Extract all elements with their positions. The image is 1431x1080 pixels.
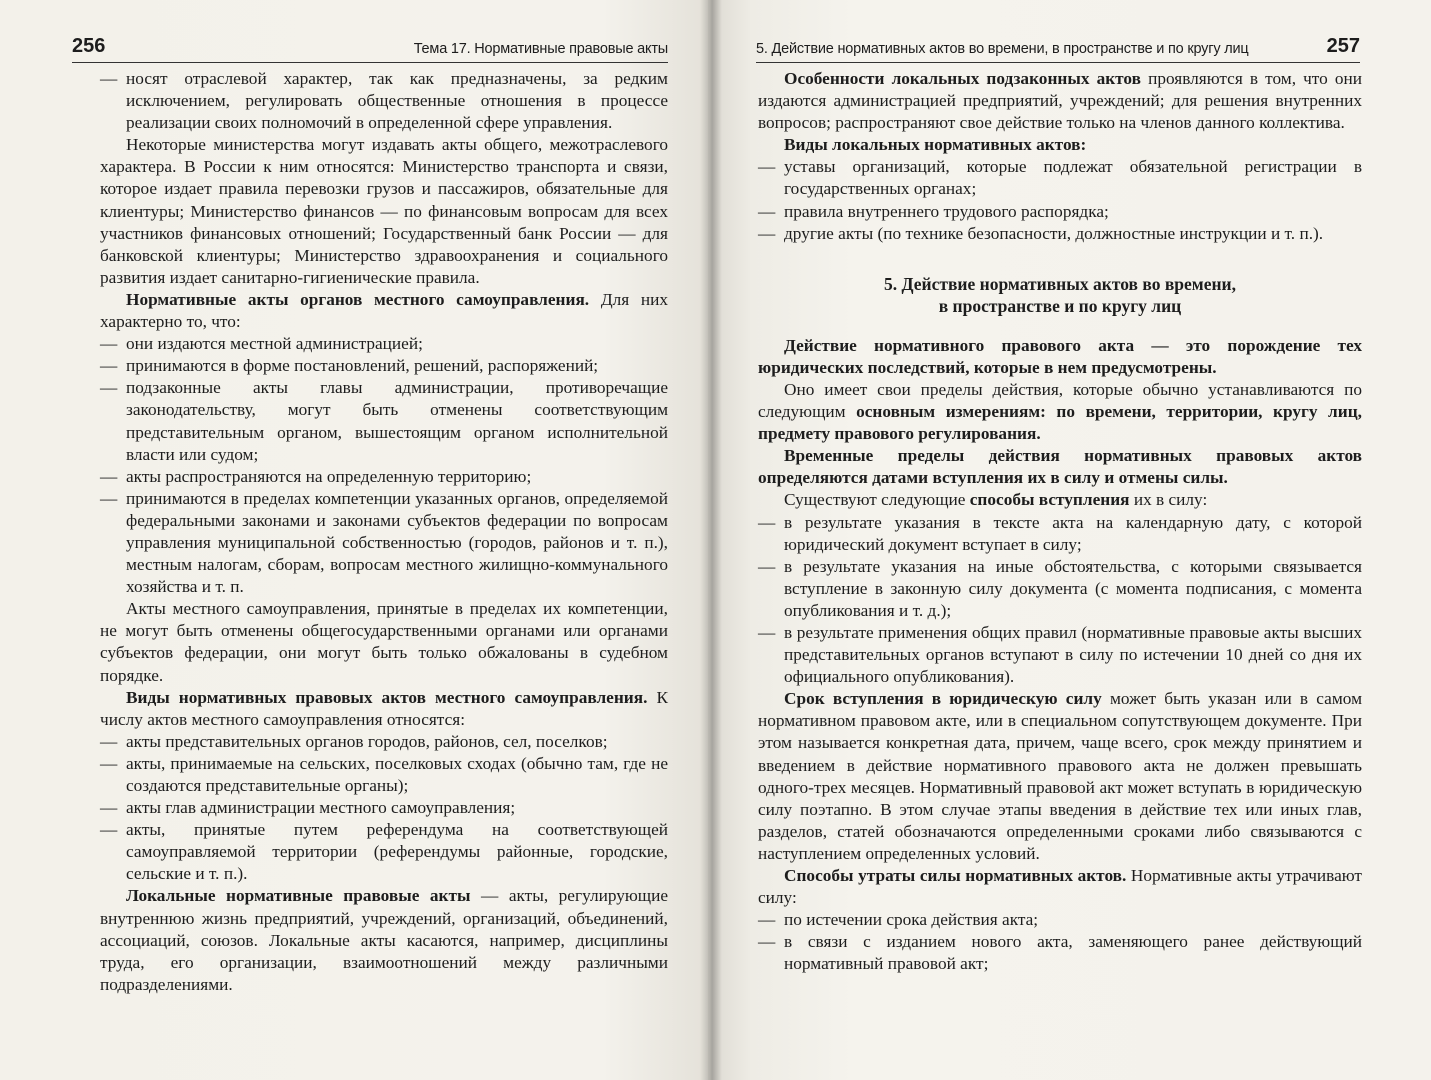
- list-item: — принимаются в пределах компетенции указанных органов, определяемой федеральными законами и законами субъектов федерации по вопросам управления муниципальной собственностью (городов, районов и т. п.), местным налогам, сборам, вопросам местного жилищно-коммунального хозяйства и т. п.: [100, 488, 668, 597]
- page-number: 256: [72, 35, 106, 57]
- list-item: — они издаются местной администрацией;: [100, 334, 423, 354]
- paragraph: Существуют следующие способы вступления их в силу:: [784, 490, 1208, 510]
- list-item: — по истечении срока действия акта;: [758, 910, 1039, 930]
- list-item: — носят отраслевой характер, так как предназначены, за редким исключением, регулировать общественные отношения в процессе реализации своих полномочий в определенной сфере управления.: [100, 69, 668, 133]
- running-head: Тема 17. Нормативные правовые акты: [413, 41, 668, 57]
- paragraph: Временные пределы действия нормативных правовых актов определяются датами вступления их в силу и отмены силы.: [758, 446, 1362, 488]
- left-page-header: [72, 28, 668, 63]
- page-number: 257: [1326, 35, 1360, 57]
- section-title: 5. Действие нормативных актов во времени, в пространстве и по кругу лиц: [883, 273, 1237, 316]
- paragraph: Особенности локальных подзаконных актов проявляются в том, что они издаются администрацией предприятий, учреждений; для решения внутренних вопросов; распространяют свое действие только на членов данного коллектива.: [758, 69, 1362, 133]
- list-item: — акты распространяются на определенную территорию;: [100, 466, 532, 486]
- list-item: — уставы организаций, которые подлежат обязательной регистрации в государственных органах;: [758, 157, 1362, 199]
- paragraph: Виды нормативных правовых актов местного самоуправления. К числу актов местного самоуправления относятся:: [100, 687, 668, 729]
- list-item: — в результате указания на иные обстоятельства, с которыми связывается вступление в законную силу документа (с момента подписания, с момента опубликования и т. д.);: [758, 556, 1362, 620]
- list-item: — акты глав администрации местного самоуправления;: [100, 798, 516, 818]
- list-item: — другие акты (по технике безопасности, должностные инструкции и т. п.).: [758, 223, 1324, 243]
- right-page-body: [758, 68, 1362, 975]
- left-page: [0, 0, 708, 1080]
- paragraph: Способы утраты силы нормативных актов. Нормативные акты утрачивают силу:: [758, 866, 1362, 908]
- list-item: — акты, принятые путем референдума на соответствующей самоуправляемой территории (референдумы районные, городские, сельские и т. п.).: [100, 820, 668, 884]
- paragraph: Оно имеет свои пределы действия, которые обычно устанавливаются по следующим основным измерениям: по времени, территории, кругу лиц, предмету правового регулирования.: [758, 379, 1362, 444]
- right-page: [708, 0, 1431, 1080]
- paragraph: Виды локальных нормативных актов:: [784, 135, 1087, 155]
- paragraph: Акты местного самоуправления, принятые в пределах их компетенции, не могут быть отменены общегосударственными органами или органами субъектов федерации, они могут быть только обжалованы в судебном порядке.: [100, 599, 668, 685]
- list-item: — правила внутреннего трудового распорядка;: [758, 201, 1109, 221]
- book-gutter-shadow: [700, 0, 722, 1080]
- list-item: — акты, принимаемые на сельских, поселковых сходах (обычно там, где не создаются представительные органы);: [100, 753, 668, 795]
- list-item: — в результате указания в тексте акта на календарную дату, с которой юридический документ вступает в силу;: [758, 512, 1362, 554]
- list-item: — подзаконные акты главы администрации, противоречащие законодательству, могут быть отменены соответствующим представительным органом, вышестоящим органом исполнительной власти или судом;: [100, 378, 668, 464]
- list-item: — в результате применения общих правил (нормативные правовые акты высших представительных органов вступают в силу по истечении 10 дней со дня их официального опубликования).: [758, 622, 1362, 687]
- paragraph: Локальные нормативные правовые акты — акты, регулирующие внутреннюю жизнь предприятий, учреждений, организаций, объединений, ассоциаций, союзов. Локальные акты касаются, например, дисциплины труда, его организации, взаимоотношений между различными подразделениями.: [100, 886, 669, 994]
- list-item: — принимаются в форме постановлений, решений, распоряжений;: [100, 356, 599, 376]
- paragraph: Нормативные акты органов местного самоуправления. Для них характерно то, что:: [100, 289, 668, 332]
- left-page-body: [100, 68, 668, 996]
- list-item: — в связи с изданием нового акта, заменяющего ранее действующий нормативный правовой акт;: [758, 932, 1362, 974]
- list-item: — акты представительных органов городов, районов, сел, поселков;: [100, 731, 608, 751]
- running-head: 5. Действие нормативных актов во времени, в пространстве и по кругу лиц: [756, 41, 1249, 57]
- paragraph: Срок вступления в юридическую силу может быть указан или в самом нормативном правовом акте, или в специальном сопутствующем документе. При этом называется конкретная дата, причем, чаще всего, срок между принятием и введением в действие нормативного правового акта не должен превышать одного-трех месяцев. Нормативный правовой акт может вступать в юридическую силу поэтапно. В этом случае этапы введения в действие тех или иных глав, разделов, статей обозначаются определенными сроками либо связываются с наступлением определенных условий.: [758, 689, 1363, 863]
- paragraph: Действие нормативного правового акта — это порождение тех юридических последствий, которые в нем предусмотрены.: [758, 335, 1362, 377]
- right-page-header: [756, 28, 1360, 63]
- paragraph: Некоторые министерства могут издавать акты общего, межотраслевого характера. В России к ним относятся: Министерство транспорта и связи, которое издает правила перевозки грузов и пассажиров, обязательные для клиентуры; Министерство финансов — по финансовым вопросам для всех участников финансовых отношений; Государственный банк России — для банковской клиентуры; Министерство здравоохранения и социального развития издает санитарно-гигиенические правила.: [100, 135, 668, 287]
